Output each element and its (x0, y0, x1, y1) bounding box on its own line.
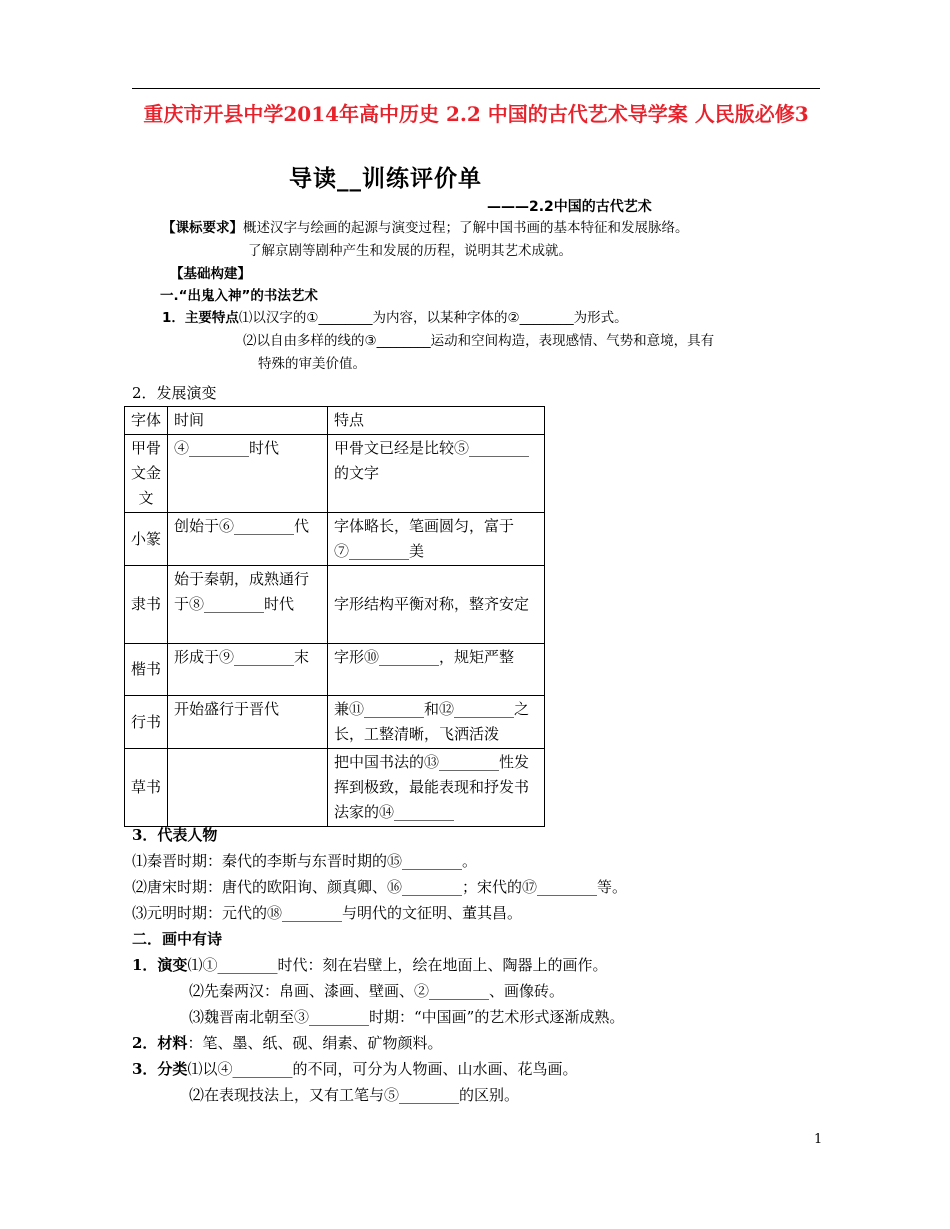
table-cell-script: 行书 (125, 696, 168, 749)
painting-line1 (132, 952, 607, 978)
painting-materials (132, 1030, 442, 1056)
category-text: ⑴以④________的不同，可分为人物画、山水画、花鸟画。 (187, 1060, 578, 1078)
table-cell-time: ④________时代 (168, 435, 328, 513)
calligraphy-heading: 一.“出鬼入神”的书法艺术 (160, 288, 318, 304)
materials-text: ：笔、墨、纸、砚、绢素、矿物颜料。 (187, 1034, 443, 1052)
table-header-cell: 特点 (328, 407, 545, 435)
representatives-line1: ⑴秦晋时期：秦代的李斯与东晋时期的⑮________。 (132, 852, 478, 870)
standards-line1 (162, 216, 689, 240)
representatives-line2: ⑵唐宋时期：唐代的欧阳询、颜真卿、⑯________；宋代的⑰________等。 (132, 878, 628, 896)
table-cell-feature: 字体略长，笔画圆匀，富于⑦________美 (328, 513, 545, 566)
table-row (125, 513, 545, 566)
table-cell-time: 始于秦朝，成熟通行于⑧________时代 (168, 566, 328, 644)
table-row (125, 435, 545, 513)
table-header-cell: 时间 (168, 407, 328, 435)
table-cell-time: 开始盛行于晋代 (168, 696, 328, 749)
table-row (125, 566, 545, 644)
representatives-heading: 3．代表人物 (132, 826, 218, 844)
representatives-line3: ⑶元明时期：元代的⑱________与明代的文征明、董其昌。 (132, 904, 523, 922)
materials-label: 2．材料 (132, 1034, 188, 1052)
feature-line2: ⑵以自由多样的线的③________运动和空间构造，表现感情、气势和意境，具有 (243, 333, 715, 349)
table-cell-script: 甲骨文金文 (125, 435, 168, 513)
standards-text1: 概述汉字与绘画的起源与演变过程；了解中国书画的基本特征和发展脉络。 (243, 220, 689, 236)
feature-line2b: 特殊的审美价值。 (258, 356, 366, 372)
table-cell-time: 创始于⑥________代 (168, 513, 328, 566)
table-cell-feature: 甲骨文已经是比较⑤________的文字 (328, 435, 545, 513)
table-cell-script: 草书 (125, 749, 168, 827)
painting-evolution-label: 1．演变 (132, 956, 188, 974)
table-cell-feature: 把中国书法的⑬________性发挥到极致，最能表现和抒发书法家的⑭________ (328, 749, 545, 827)
feature-line1 (162, 306, 628, 330)
painting-heading: 二．画中有诗 (132, 930, 223, 948)
table-cell-time: 形成于⑨________末 (168, 644, 328, 696)
painting-evolution-text: ⑴①________时代：刻在岩壁上，绘在地面上、陶器上的画作。 (187, 956, 608, 974)
table-row (125, 644, 545, 696)
page-number: 1 (814, 1132, 823, 1147)
painting-technique: ⑵在表现技法上，又有工笔与⑤________的区别。 (189, 1086, 520, 1104)
feature-label: 1．主要特点 (162, 310, 239, 326)
table-cell-feature: 字形⑩________，规矩严整 (328, 644, 545, 696)
standards-line2: 了解京剧等剧种产生和发展的历程，说明其艺术成就。 (248, 243, 572, 259)
painting-line3: ⑶魏晋南北朝至③________时期：“中国画”的艺术形式逐渐成熟。 (189, 1008, 625, 1026)
table-header-cell: 字体 (125, 407, 168, 435)
guide-title: 导读__训练评价单 (289, 166, 482, 192)
standards-label: 【课标要求】 (162, 220, 243, 236)
painting-category (132, 1056, 577, 1082)
guide-subtitle: ———2.2中国的古代艺术 (487, 199, 652, 215)
painting-line2: ⑵先秦两汉：帛画、漆画、壁画、②________、画像砖。 (189, 982, 565, 1000)
feature-text1: ⑴以汉字的①________为内容，以某种字体的②________为形式。 (238, 310, 628, 326)
table-row (125, 749, 545, 827)
category-label: 3．分类 (132, 1060, 188, 1078)
document-title: 重庆市开县中学2014年高中历史 2.2 中国的古代艺术导学案 人民版必修3 (143, 102, 809, 126)
table-cell-script: 隶书 (125, 566, 168, 644)
table-cell-feature: 兼⑪________和⑫________之长，工整清晰，飞洒活泼 (328, 696, 545, 749)
evolution-heading: 2．发展演变 (132, 384, 217, 402)
table-cell-script: 楷书 (125, 644, 168, 696)
header-rule (132, 88, 820, 89)
table-cell-script: 小篆 (125, 513, 168, 566)
basic-heading: 【基础构建】 (170, 266, 251, 282)
script-evolution-table (124, 406, 545, 827)
table-header-row (125, 407, 545, 435)
table-row (125, 696, 545, 749)
table-cell-feature: 字形结构平衡对称，整齐安定 (328, 566, 545, 644)
table-cell-time (168, 749, 328, 827)
